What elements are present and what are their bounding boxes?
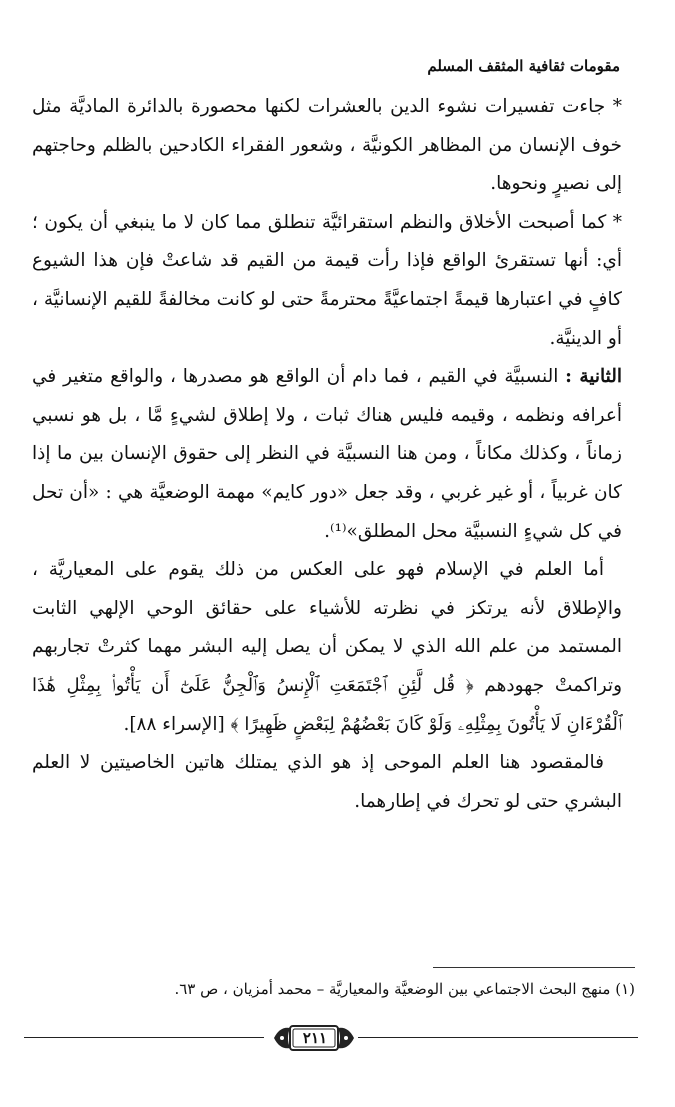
paragraph-2 bbox=[32, 204, 622, 358]
footer-rule-left bbox=[24, 1037, 264, 1038]
running-header-title: مقومات ثقافية المثقف المسلم bbox=[419, 57, 620, 75]
verse-reference: [الإسراء ٨٨]. bbox=[123, 713, 231, 735]
paragraph-1-text: * جاءت تفسيرات نشوء الدين بالعشرات لكنها محصورة بالدائرة الماديَّة مثل خوف الإنسان من المظاهر الكونيَّة ، وشعور الفقراء الكادحين بالظلم وحاجتهم إلى نصيرٍ ونحوها. bbox=[32, 96, 622, 195]
page-footer bbox=[24, 1020, 638, 1056]
footnote-rule bbox=[433, 967, 635, 968]
footnote: (١) منهج البحث الاجتماعي بين الوضعيَّة والمعياريَّة – محمد أمزيان ، ص ٦٣. bbox=[174, 980, 635, 998]
page-number: ٢١١ bbox=[302, 1029, 328, 1047]
paragraph-4 bbox=[32, 551, 622, 744]
paragraph-5 bbox=[32, 744, 622, 821]
paragraph-4-text: أما العلم في الإسلام فهو على العكس من ذلك يقوم على المعياريَّة ، والإطلاق لأنه يرتكز في نظرته للأشياء على حقائق الوحي الإلهي الثابت المستمد من علم الله الذي لا يمكن أن يصل إليه البشر مهما كثرتْ تجاربهم وتراكمتْ جهودهم bbox=[32, 559, 622, 696]
quran-verse: ﴿ قُل لَّئِنِ ٱجْتَمَعَتِ ٱلْإِنسُ وَٱلْجِنُّ عَلَىٰٓ أَن يَأْتُوا۟ بِمِثْلِ هَٰذَا ٱلْقُرْءَانِ لَا يَأْتُونَ بِمِثْلِهِۦ وَلَوْ كَانَ بَعْضُهُمْ لِبَعْضٍ ظَهِيرًا ﴾ bbox=[32, 674, 622, 735]
paragraph-2-text: * كما أصبحت الأخلاق والنظم استقرائيَّة تنطلق مما كان لا ما ينبغي أن يكون ؛ أي: أنها تستقرئ الواقع فإذا رأت قيمة من القيم قد شاعتْ فإن هذا الشيوع كافٍ في اعتبارها قيمةً اجتماعيَّةً محترمةً حتى لو كانت مخالفةً للقيم الإنسانيَّة ، أو الدينيَّة. bbox=[32, 211, 622, 349]
paragraph-1 bbox=[32, 88, 622, 204]
running-header bbox=[24, 57, 620, 81]
body-text bbox=[32, 88, 622, 821]
paragraph-5-text: فالمقصود هنا العلم الموحى إذ هو الذي يمتلك هاتين الخاصيتين لا العلم البشري حتى لو تحرك في إطارهما. bbox=[32, 752, 622, 812]
paragraph-3-lead: الثانية : bbox=[565, 366, 622, 388]
paragraph-3-text: النسبيَّة في القيم ، فما دام أن الواقع هو مصدرها ، والواقع متغير في أعرافه ونظمه ، وقيمه فليس هناك ثبات ، ولا إطلاق لشيءٍ مَّا ، بل هو نسبي زماناً ، وكذلك مكاناً ، ومن هنا النسبيَّة في النظر إلى حقوق الإنسان بين ما إذا كان غربياً ، أو غير غربي ، وقد جعل «دور كايم» مهمة الوضعيَّة هي : «أن تحل في كل شيءٍ النسبيَّة محل المطلق»⁽¹⁾. bbox=[32, 366, 622, 542]
paragraph-3 bbox=[32, 358, 622, 551]
footer-rule-right bbox=[358, 1037, 638, 1038]
